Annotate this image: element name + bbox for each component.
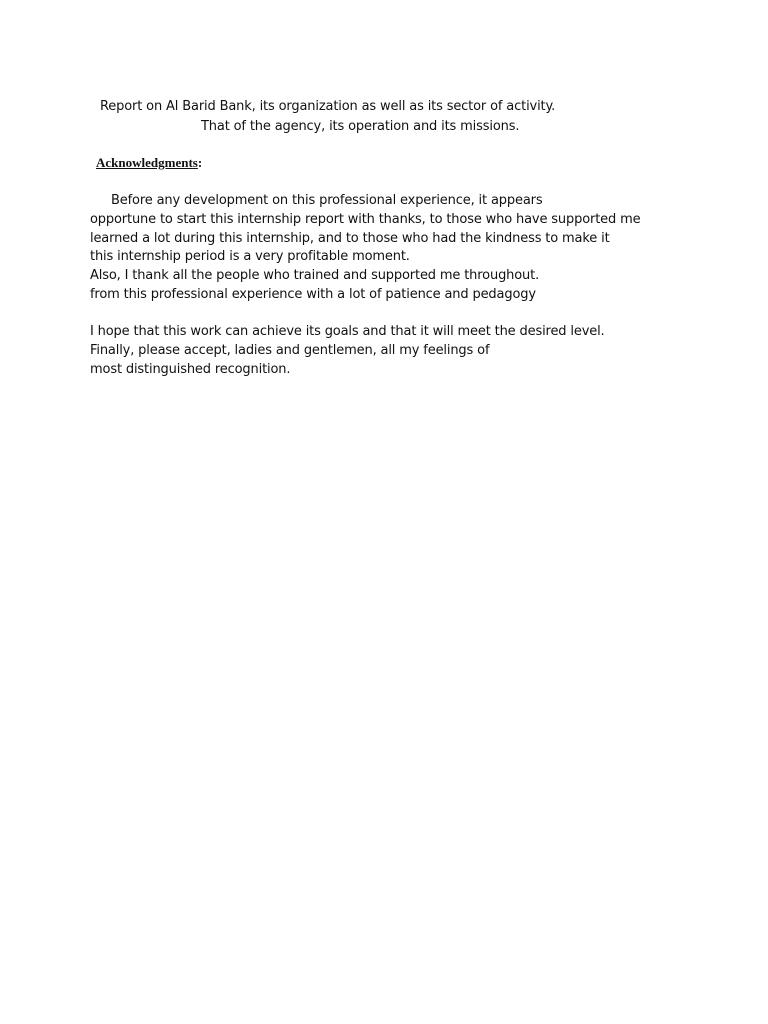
paragraph-1-line: from this professional experience with a lot of patience and pedagogy [90,287,536,302]
title-line-1: Report on Al Barid Bank, its organization as well as its sector of activity. [100,99,556,114]
title-line-2: That of the agency, its operation and its missions. [201,119,520,134]
paragraph-1-line: Before any development on this professional experience, it appears [111,193,543,208]
paragraph-1-line: this internship period is a very profitable moment. [90,249,410,264]
paragraph-2-line: I hope that this work can achieve its goals and that it will meet the desired level. [90,324,605,339]
paragraph-1-line: learned a lot during this internship, and to those who had the kindness to make it [90,231,610,246]
acknowledgments-heading [96,153,202,172]
heading-colon: : [197,155,203,170]
paragraph-2-line: Finally, please accept, ladies and gentlemen, all my feelings of [90,343,490,358]
paragraph-2-line: most distinguished recognition. [90,362,291,377]
paragraph-1-line: opportune to start this internship report with thanks, to those who have supported me [90,212,641,227]
paragraph-1-line: Also, I thank all the people who trained and supported me throughout. [90,268,540,283]
heading-text: Acknowledgments [96,155,198,170]
